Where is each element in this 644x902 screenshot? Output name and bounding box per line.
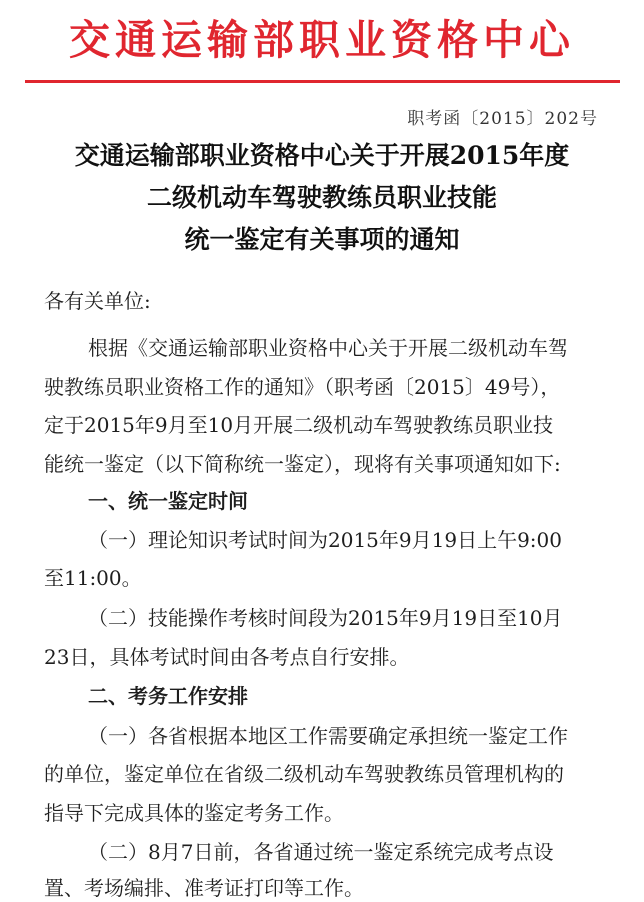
salutation: 各有关单位: xyxy=(44,289,151,313)
section-1-item-2-line-1: （二）技能操作考核时间段为2015年9月19日至10月 xyxy=(88,606,563,630)
document-title-line-1: 交通运输部职业资格中心关于开展2015年度 xyxy=(74,141,570,170)
section-2-item-2-line-1: （二）8月7日前，各省通过统一鉴定系统完成考点设 xyxy=(88,840,554,864)
organization-header: 交通运输部职业资格中心 xyxy=(69,16,575,64)
intro-line-2: 驶教练员职业资格工作的通知》（职考函〔2015〕49号）， xyxy=(44,375,561,399)
section-1-item-2-line-2: 23日，具体考试时间由各考点自行安排。 xyxy=(44,645,410,669)
section-2-item-1-line-2: 的单位，鉴定单位在省级二级机动车驾驶教练员管理机构的 xyxy=(44,762,564,786)
section-1-heading: 一、统一鉴定时间 xyxy=(88,489,248,513)
section-2-item-1-line-1: （一）各省根据本地区工作需要确定承担统一鉴定工作 xyxy=(88,724,568,748)
section-2-heading: 二、考务工作安排 xyxy=(88,684,248,708)
section-2-item-1-line-3: 指导下完成具体的鉴定考务工作。 xyxy=(44,801,344,825)
intro-line-4: 能统一鉴定（以下简称统一鉴定），现将有关事项通知如下: xyxy=(44,452,561,476)
intro-line-1: 根据《交通运输部职业资格中心关于开展二级机动车驾 xyxy=(88,336,568,360)
document-title-line-2: 二级机动车驾驶教练员职业技能 xyxy=(146,183,497,212)
section-1-item-1-line-2: 至11:00。 xyxy=(44,566,142,590)
intro-line-3: 定于2015年9月至10月开展二级机动车驾驶教练员职业技 xyxy=(44,413,554,437)
header-red-rule xyxy=(25,80,620,83)
document-number: 职考函〔2015〕202号 xyxy=(407,109,598,129)
section-2-item-2-line-2: 置、考场编排、准考证打印等工作。 xyxy=(44,876,364,900)
section-1-item-1-line-1: （一）理论知识考试时间为2015年9月19日上午9:00 xyxy=(88,528,562,552)
document-title-line-3: 统一鉴定有关事项的通知 xyxy=(184,225,460,254)
